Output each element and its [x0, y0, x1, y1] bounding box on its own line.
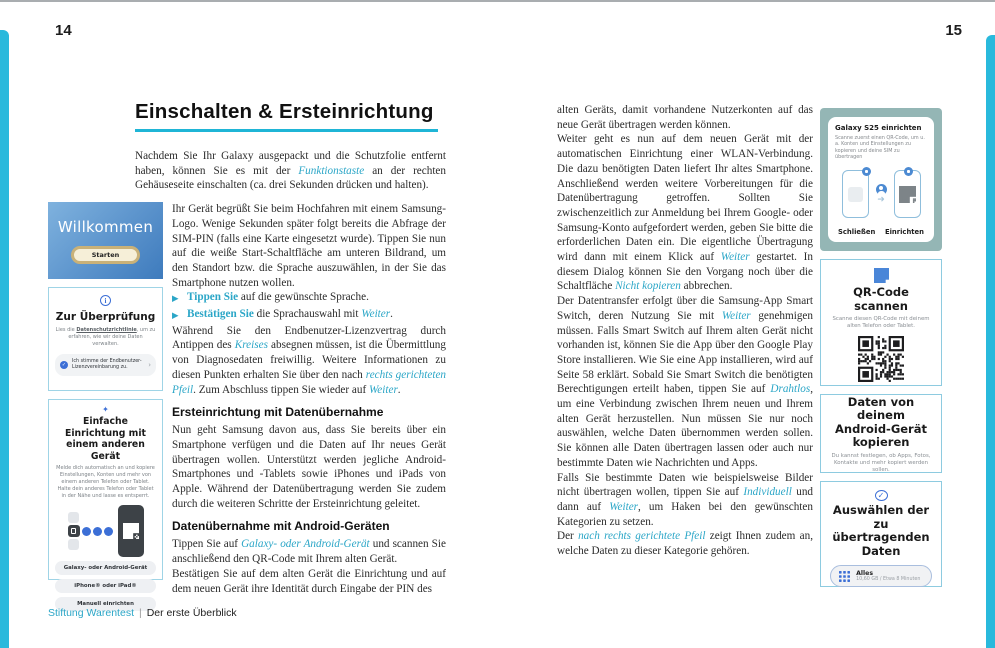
paragraph: Nun geht Samsung davon aus, dass Sie bereits über ein Smartphone verfügen und die Daten auf Ihr neues Gerät übertragen wollen. Unterstützt werden jegliche Android-Smartphones und -Tablets sowie iPhones und iPads von Apple. Während der Datenübertragung werden Sie zudem durch die weiteren Schritte der Ersteinrichtung geleitet.: [172, 424, 446, 510]
copy-data-body: Du kannst festlegen, ob Apps, Fotos, Kontakte und mehr kopiert werden sollen.: [831, 452, 931, 474]
paragraph: Falls Sie bestimmte Daten wie beispielsweise Bilder nicht übertragen wollen, tippen Sie auf Individuell und dann auf Weiter, um Haken bei den gewünschten Kategorien zu setzen.: [557, 471, 814, 528]
paragraph: alten Geräts, damit vorhandene Nutzerkonten auf das neue Gerät übertragen werden können.: [557, 104, 813, 131]
galaxy-setup-title: Galaxy S25 einrichten: [835, 124, 922, 132]
left-text-column: [172, 202, 446, 596]
agree-box: [55, 354, 156, 376]
bullet-item: ▶ Tippen Sie auf die gewünschte Sprache.: [172, 290, 446, 307]
camera-badge-icon: [862, 167, 871, 176]
easy-setup-body: Melde dich automatisch an und kopiere Einstellungen, Konten und mehr von einem anderen Telefon oder Tablet. Halte dein anderes Telefon oder Tablet in der Nähe und lasse es entsperrt.: [56, 465, 155, 500]
page-number-left: 14: [55, 22, 72, 39]
qr-scan-heading: QR-Code scannen: [853, 285, 909, 313]
edge-bar-right: [986, 35, 995, 648]
paragraph: Während Sie den Endbenutzer-Lizenzvertrag durch Antippen des Kreises absegnen müssen, ist die Übermittlung von Diagnosedaten freiwillig. Weitere Informationen zu diesen Punkten erhalten Sie über den nach rechts gerichteten Pfeil. Zum Abschluss tippen Sie wieder auf Weiter.: [172, 324, 446, 396]
tile-icon: [68, 539, 79, 550]
paragraph: Bestätigen Sie auf dem alten Gerät die Einrichtung und auf dem neuen Gerät ihre Identität durch Eingabe der PIN des: [172, 567, 446, 595]
grid-icon: [839, 571, 850, 582]
footer-divider: |: [138, 607, 142, 619]
paragraph: Weiter geht es nun auf dem neuen Gerät mit der automatischen Einrichtung einer WLAN-Verbindung. Die dazu benötigten Daten liefert Ihr altes Smartphone. Anschließend werden weitere Vorbereitungen für die Datenübertragung getroffen. Sollten Sie zwischenzeitlich zur Anmeldung bei Ihrem Google- oder Samsung-Konto aufgefordert werden, geben Sie bitte die erforderlichen Daten ein. Die eigentliche Übertragung wird dann mit einem Klick auf Weiter gestartet. In diesem Dialog können Sie den Vorgang noch über die Schaltfläche Nicht kopieren abbrechen.: [557, 133, 813, 293]
scan-top-edge: [0, 0, 995, 2]
new-phone-illustration: [894, 170, 921, 218]
transfer-arrow-icon: ➜: [877, 195, 885, 206]
schliessen-button: Schließen: [838, 228, 876, 236]
bullet-arrow-icon: ▶: [172, 294, 179, 305]
right-text-column: [557, 103, 813, 559]
qr-code-small-icon: [123, 523, 139, 539]
section-heading: Ersteinrichtung mit Datenübernahme: [172, 405, 384, 420]
page-left: [48, 100, 446, 608]
qr-code-image: [858, 336, 904, 382]
agree-text: Ich stimme der Endbenutzer-Lizenzvereinbarung zu.: [72, 359, 142, 371]
qr-code-phone-icon: [899, 186, 916, 203]
select-data-heading: Auswählen der zu übertragenden Daten: [832, 503, 930, 558]
device-illustration: [68, 505, 144, 557]
section-heading: Datenübernahme mit Android-Geräten: [172, 519, 390, 534]
easy-setup-heading: Einfache Einrichtung mit einem anderen Gerät: [65, 416, 146, 462]
welcome-screenshot: [48, 202, 163, 279]
footer-brand: Stiftung Warentest: [48, 607, 134, 619]
iphone-ipad-button: iPhone® oder iPad®: [55, 579, 156, 593]
check-circle-icon: ✓: [875, 490, 888, 501]
check-icon: ✓: [61, 362, 67, 369]
review-screenshot: [48, 287, 163, 391]
sparkle-icon: ✦: [102, 405, 109, 415]
review-heading: Zur Überprüfung: [55, 311, 156, 324]
qr-badge-icon: [904, 167, 913, 176]
paragraph: Der nach rechts gerichtete Pfeil zeigt Ihnen zudem an, welche Daten zu dieser Kategorie gehören.: [557, 530, 813, 558]
page-footer: [48, 607, 237, 619]
left-screenshot-column: [48, 202, 163, 608]
edge-bar-left: [0, 30, 9, 648]
bullet-arrow-icon: ▶: [172, 311, 179, 322]
right-screenshot-column: [820, 108, 942, 587]
alles-pill: [830, 565, 932, 587]
manual-setup-button: Manuell einrichten: [55, 597, 156, 611]
galaxy-setup-screenshot: [820, 108, 942, 251]
chevron-right-icon: ›: [148, 361, 151, 370]
old-phone-illustration: [842, 170, 869, 218]
paragraph: Ihr Gerät begrüßt Sie beim Hochfahren mit einem Samsung-Logo. Wenige Sekunden später folgt bereits die Abfrage der SIM-PIN (falls eine Karte eingesetzt wurde). Tippen Sie nun auf die weiße Start-Schaltfläche am unteren Bildrand, um den Standort bzw. die Sprache auszuwählen, in der Sie das Smartphone nutzen wollen.: [172, 203, 446, 289]
transfer-illustration: [835, 163, 927, 226]
footer-section: Der erste Überblick: [146, 607, 237, 619]
qr-icon: [874, 268, 889, 283]
galaxy-setup-body: Scanne zuerst einen QR-Code, um u. a. Konten und Einstellungen zu kopieren und deine SIM zu übertragen: [835, 135, 925, 161]
scan-frame: [848, 187, 863, 202]
einrichten-button: Einrichten: [884, 228, 924, 236]
alles-label: Alles: [856, 570, 874, 577]
paragraph: Der Datentransfer erfolgt über die Samsung-App Smart Switch, deren Nutzung Sie mit Weiter genehmigen müssen. Falls Smart Switch auf Ihrem alten Gerät nicht vorhanden ist, können Sie die App über den Google Play Store installieren. Wie Sie eine App installieren, wird auf Seite 58 erklärt. Sobald Sie Smart Switch die benötigten Berechtigungen erteilt haben, tippen Sie auf Drahtlos, um eine Verbindung zwischen Ihrem neuen und Ihrem alten Gerät herzustellen. Nun müssen Sie nur noch auswählen, welche Daten übernommen werden sollen. Sie können alle Daten übertragen lassen oder auch nur bestimmte Daten wie Nachrichten und Apps.: [557, 295, 813, 469]
page-title: Einschalten & Ersteinrichtung: [135, 100, 434, 123]
paragraph: Tippen Sie auf Galaxy- oder Android-Gerät und scannen Sie anschließend den QR-Code mit Ihrem alten Gerät.: [172, 538, 446, 566]
qr-scan-screenshot: [820, 259, 942, 386]
alles-subtext: 10,60 GB / Etwa 8 Minuten: [856, 577, 921, 582]
dark-phone-qr: [118, 505, 144, 557]
easy-setup-screenshot: [48, 399, 163, 608]
bullet-item: ▶ Bestätigen Sie die Sprachauswahl mit Weiter.: [172, 307, 446, 324]
app-icon-2: [93, 527, 102, 536]
info-icon: i: [100, 295, 111, 306]
page-number-right: 15: [945, 22, 962, 39]
welcome-title: Willkommen: [57, 217, 154, 236]
tile-icon: [68, 512, 79, 523]
app-icon-1: [82, 527, 91, 536]
copy-data-screenshot: [820, 394, 942, 473]
starten-button: Starten: [71, 246, 141, 264]
paragraph: Nachdem Sie Ihr Galaxy ausgepackt und die Schutzfolie entfernt haben, können Sie es mit der Funktionstaste an der rechten Gehäuseseite einschalten (ca. drei Sekunden drücken und halten).: [135, 150, 446, 192]
galaxy-android-button: Galaxy- oder Android-Gerät: [55, 561, 156, 575]
person-icon: [876, 184, 887, 195]
app-icon-3: [104, 527, 113, 536]
title-underline: [135, 129, 438, 132]
copy-data-heading: Daten von deinem Android-Gerät kopieren: [834, 394, 927, 450]
phone-screen-icon: [68, 525, 80, 537]
select-data-screenshot: [820, 481, 942, 587]
privacy-text: Lies die Datenschutzrichtlinie, um zu erfahren, wie wir deine Daten verwalten.: [55, 327, 156, 348]
privacy-link: Datenschutzrichtlinie: [76, 327, 137, 334]
qr-scan-body: Scanne diesen QR-Code mit deinem alten Telefon oder Tablet.: [832, 316, 930, 330]
